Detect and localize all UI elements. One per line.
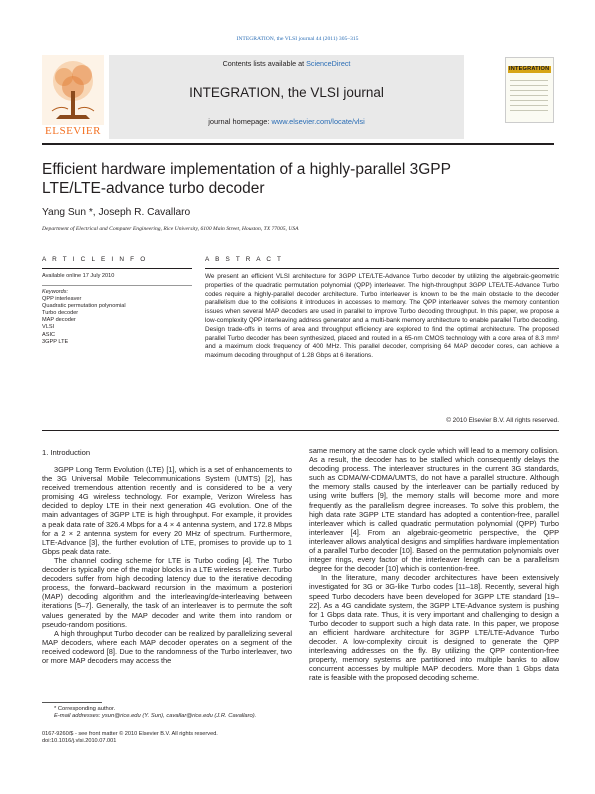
abstract-bottom-rule — [42, 430, 559, 431]
running-header[interactable]: INTEGRATION, the VLSI journal 44 (2011) 305–315 — [236, 36, 359, 42]
cover-title: INTEGRATION — [509, 66, 550, 72]
homepage-prefix: journal homepage: — [208, 117, 272, 126]
journal-title: INTEGRATION, the VLSI journal — [189, 85, 384, 100]
info-separator — [42, 285, 192, 286]
contents-line — [109, 59, 464, 68]
journal-cover-thumbnail — [505, 57, 554, 123]
abstract-heading: A B S T R A C T — [205, 256, 284, 263]
body-paragraph: The channel coding scheme for LTE is Turbo coding [4]. The Turbo decoder is typically one of the major blocks in a LTE wireless receiver. Turbo decoders suffer from high decoding latency due to the iterative decoding process, the forward–backward recursion in the maximum a posteriori (MAP) decoding algorithm and the interleaving/de-interleaving between iterations [5–7]. Generally, the task of an interleaver is to permute the soft values generated by the MAP decoder and write them into random or pseudo-random positions. — [42, 555, 292, 629]
cover-rule — [510, 105, 548, 106]
abstract-text: We present an efficient VLSI architecture for 3GPP LTE/LTE-Advance Turbo decoder by utilizing the algebraic-geometric properties of the quadratic permutation polynomial (QPP) interleaver. The high-throughput 3GPP LTE/LTE-Advance Turbo codes require a highly-parallel decoder architecture. Turbo interleaver is known to be the main obstacle to the decoder parallelism due to the collisions it introduces in accesses to memory. The QPP interleaver solves the memory contention issues when several MAP decoders are used in parallel to improve Turbo decoding throughput. In this paper, we propose a low-complexity QPP interleaving address generator and a multi-bank memory architecture to enable parallel Turbo decoding. Design trade-offs in terms of area and throughput efficiency are explored to find the optimal architecture. The proposed parallel Turbo decoder has been synthesized, placed and routed in a 65-nm CMOS technology with a core area of 8.3 mm² and a maximum clock frequency of 400 MHz. This parallel decoder, comprising 64 MAP decoder cores, can achieve a maximum decoding throughput of 1.28 Gbps at 6 iterations. — [205, 273, 559, 360]
keyword-item: QPP interleaver — [42, 296, 82, 303]
affiliation: Department of Electrical and Computer Engineering, Rice University, 6100 Main Street, Houston, TX 77005, USA — [42, 226, 299, 232]
issn-info — [42, 731, 302, 745]
title-line-1: Efficient hardware implementation of a highly-parallel 3GPP — [42, 161, 451, 178]
abstract-copyright: © 2010 Elsevier B.V. All rights reserved. — [446, 417, 559, 424]
issn-line: 0167-9260/$ - see front matter © 2010 Elsevier B.V. All rights reserved. — [42, 731, 218, 737]
author-list: Yang Sun *, Joseph R. Cavallaro — [42, 207, 191, 218]
publisher-name: ELSEVIER — [45, 125, 101, 137]
title-line-2: LTE/LTE-advance turbo decoder — [42, 180, 265, 197]
keyword-item: VLSI — [42, 324, 55, 331]
homepage-line — [109, 117, 464, 126]
keywords-block — [42, 289, 192, 346]
right-column — [309, 446, 559, 682]
email-addresses: E-mail addresses: ysun@rice.edu (Y. Sun), cavallar@rice.edu (J.R. Cavallaro). — [54, 713, 257, 719]
keyword-item: ASIC — [42, 331, 56, 338]
elsevier-logo — [42, 55, 104, 139]
section-heading-introduction: 1. Introduction — [42, 448, 91, 457]
article-info-heading: A R T I C L E I N F O — [42, 256, 148, 263]
contents-prefix: Contents lists available at — [222, 59, 307, 68]
keyword-item: MAP decoder — [42, 317, 76, 324]
homepage-link[interactable]: www.elsevier.com/locate/vlsi — [271, 117, 365, 126]
left-column — [42, 465, 292, 665]
cover-rule — [510, 85, 548, 86]
cover-rule — [510, 110, 548, 111]
sciencedirect-link[interactable]: ScienceDirect — [306, 59, 351, 68]
abstract-rule — [205, 268, 559, 269]
cover-rule — [510, 80, 548, 81]
keyword-item: Turbo decoder — [42, 310, 79, 317]
keyword-item: 3GPP LTE — [42, 338, 69, 345]
cover-rule — [510, 95, 548, 96]
body-paragraph: In the literature, many decoder architectures have been extensively investigated for 3G or 3G-like Turbo codes [11–18]. Recently, several high speed Turbo decoders have been developed for 3GPP LTE standard [19–22]. As a 4G candidate system, the 3GPP LTE-Advance system is pushing for 1 Gbps data rate. Thus, it is very important and challenging to design a Turbo decoder to support such a high data rate. In this paper, we propose an efficient hardware architecture for 3GPP LTE/LTE-Advance Turbo decoder. A low-complexity circuit is designed to generate the QPP interleaving addresses on the fly. By utilizing the QPP contention-free property, memory systems are partitioned into multiple banks to allow concurrent accesses by multiple MAP decoders. More than 1 Gbps data rate is feasible with the proposed decoding scheme. — [309, 573, 559, 683]
footnote-rule — [42, 702, 102, 703]
corresponding-author-note: * Corresponding author. — [54, 706, 116, 712]
keyword-item: Quadratic permutation polynomial — [42, 303, 126, 310]
availability-date: Available online 17 July 2010 — [42, 273, 115, 279]
elsevier-tree-icon — [42, 55, 104, 125]
cover-rule — [510, 100, 548, 101]
doi-line[interactable]: doi:10.1016/j.vlsi.2010.07.001 — [42, 738, 117, 745]
article-info-rule — [42, 268, 192, 269]
footnote — [54, 706, 294, 720]
body-paragraph: 3GPP Long Term Evolution (LTE) [1], which is a set of enhancements to the 3G Universal Mobile Telecommunications System (UMTS) [2], has received tremendous attention recently and is considered to be a very promising 4G wireless technology. For example, Verizon Wireless has decided to deploy LTE in their next generation 4G evolution. One of the main advantages of 3GPP LTE is high throughput. For example, it provides a peak data rate of 326.4 Mbps for a 4 × 4 antenna system, and 172.8 Mbps for a 2 × 2 antenna system for every 20 MHz of spectrum. Furthermore, LTE-Advance [3], the further evolution of LTE, promises to provide up to 1 Gbps peak data rate. — [42, 465, 292, 556]
masthead-divider — [42, 143, 554, 145]
article-title — [42, 160, 502, 198]
keywords-label: Keywords: — [42, 289, 69, 295]
body-paragraph: A high throughput Turbo decoder can be realized by parallelizing several MAP decoders, where each MAP decoder operates on a segment of the received codeword [8]. Due to the randomness of the Turbo interleaver, two or more MAP decoders may access the — [42, 628, 292, 665]
cover-rule — [510, 90, 548, 91]
journal-masthead — [42, 55, 554, 141]
body-paragraph: same memory at the same clock cycle which will lead to a memory collision. As a result, the decoder has to be stalled which consequently delays the decoding process. The interleaver structures in the current 3G standards, such as CDMA/W-CDMA/UMTS, do not have a parallel structure. Although the memory stalls caused by the interleaver can be partially reduced by using write buffers [9], the memory stalls will become more and more frequently as the parallelism degree increases. To solve this problem, the high data rate 3GPP LTE standard has adopted a contention-free, parallel interleaver which is called quadratic permutation polynomial (QPP) Turbo interleaver [4]. From an algebraic-geometric perspective, the QPP interleaver allows analytical designs and simplifies hardware implementation of a parallel Turbo decoder [10]. Based on the permutation polynomials over integer rings, every factor of the interleaver length can be a parallelism degree for the decoder [10] which is contention-free. — [309, 446, 559, 574]
